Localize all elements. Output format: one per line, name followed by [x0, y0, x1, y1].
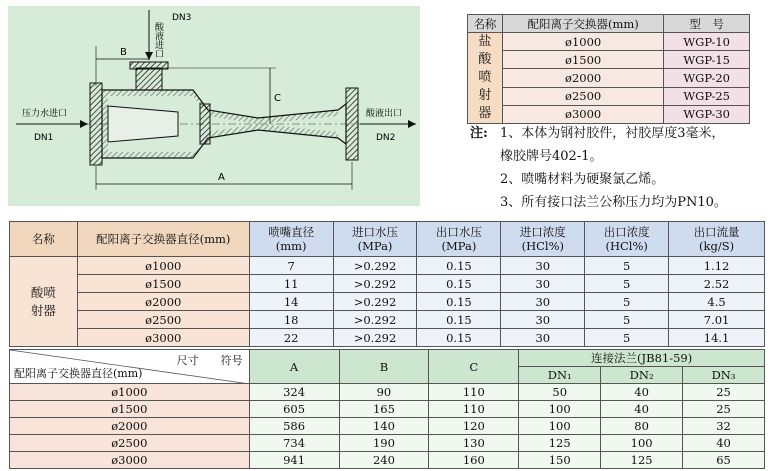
perf-header-inlet-conc: [501, 222, 585, 257]
perf-name-text: 酸喷射器: [30, 284, 56, 318]
perf-header-flow-text: 出口流量(kg/S): [693, 225, 740, 253]
perf-inlet-pressure: >0.292: [333, 311, 417, 329]
perf-inlet-pressure: >0.292: [333, 257, 417, 275]
perf-diameter: ø2500: [77, 311, 249, 329]
dim-dn2: 100: [601, 435, 683, 452]
dim-b: 90: [339, 384, 429, 401]
perf-header-outlet-conc-text: 出口浓度(HCl%): [603, 225, 650, 253]
model-name-text: 盐酸喷射器: [478, 34, 492, 121]
middle-flange: [200, 104, 210, 144]
model-row-exchanger: ø2500: [502, 87, 663, 105]
perf-outlet-conc: 5: [585, 293, 669, 311]
dim-dn3: 32: [683, 418, 765, 435]
dim-dn1: 100: [519, 401, 601, 418]
perf-nozzle: 11: [249, 275, 333, 293]
dim-dn3: 25: [683, 401, 765, 418]
dim-dn3: 65: [683, 452, 765, 469]
note-line: [470, 145, 727, 168]
dim-dn1: 125: [519, 435, 601, 452]
dim-c: 110: [429, 401, 519, 418]
model-row-exchanger: ø1500: [502, 51, 663, 69]
perf-flow: 7.01: [669, 311, 765, 329]
dim-dn1: 150: [519, 452, 601, 469]
dn3-label: DN3: [172, 13, 192, 23]
dim-b: 190: [339, 435, 429, 452]
model-row-model: WGP-30: [664, 105, 750, 123]
dim-a: 941: [249, 452, 339, 469]
dim-dn1: 100: [519, 418, 601, 435]
dim-c: 130: [429, 435, 519, 452]
dim-b: 140: [339, 418, 429, 435]
inlet-flange: [90, 83, 102, 165]
dim-diameter: ø1500: [10, 401, 250, 418]
model-row-model: WGP-20: [664, 69, 750, 87]
dim-header-dn2: DN₂: [601, 367, 683, 384]
dim-b: 240: [339, 452, 429, 469]
perf-nozzle: 7: [249, 257, 333, 275]
perf-nozzle: 14: [249, 293, 333, 311]
dim-c-label: C: [274, 93, 281, 104]
perf-outlet-pressure: 0.15: [417, 275, 501, 293]
perf-header-name: 名称: [10, 222, 78, 257]
ejector-drawing: [8, 6, 420, 206]
dim-diameter: ø1000: [10, 384, 250, 401]
perf-header-outlet-conc: [585, 222, 669, 257]
dim-header-b: B: [339, 350, 429, 384]
dim-dn2: 40: [601, 401, 683, 418]
dim-diameter: ø2000: [10, 418, 250, 435]
dim-dn2: 80: [601, 418, 683, 435]
dim-a-label: A: [218, 172, 225, 183]
perf-flow: 2.52: [669, 275, 765, 293]
dim-corner-top: 尺寸 符号: [176, 354, 243, 367]
perf-inlet-pressure: >0.292: [333, 275, 417, 293]
dim-dn3: 25: [683, 384, 765, 401]
nozzle: [108, 106, 178, 142]
water-inlet-label: 压力水进口: [22, 109, 68, 119]
dim-dn1: 50: [519, 384, 601, 401]
dim-a: 324: [249, 384, 339, 401]
perf-name: [10, 257, 78, 347]
note-text: 1、本体为钢衬胶件，衬胶厚度3毫米，: [500, 126, 725, 141]
model-row-exchanger: ø3000: [502, 105, 663, 123]
dim-diameter: ø3000: [10, 452, 250, 469]
model-row-model: WGP-25: [664, 87, 750, 105]
perf-outlet-conc: 5: [585, 257, 669, 275]
perf-outlet-conc: 5: [585, 275, 669, 293]
dim-dn2: 40: [601, 384, 683, 401]
perf-nozzle: 18: [249, 311, 333, 329]
dn1-label: DN1: [34, 133, 54, 143]
dim-diameter: ø2500: [10, 435, 250, 452]
perf-inlet-conc: 30: [501, 275, 585, 293]
model-header-model: 型 号: [664, 15, 750, 33]
dim-corner-header: [10, 350, 250, 384]
perf-flow: 1.12: [669, 257, 765, 275]
perf-nozzle: 22: [249, 329, 333, 347]
perf-header-inlet-pressure-text: 进口水压(MPa): [352, 225, 399, 253]
perf-diameter: ø3000: [77, 329, 249, 347]
perf-header-inlet-pressure: [333, 222, 417, 257]
dim-c: 110: [429, 384, 519, 401]
dim-header-flange: 连接法兰(JB81-59): [519, 350, 765, 367]
perf-outlet-conc: 5: [585, 329, 669, 347]
note-text: 3、所有接口法兰公称压力均为PN10。: [500, 195, 727, 210]
perf-diameter: ø1000: [77, 257, 249, 275]
performance-table: [9, 221, 765, 347]
dim-b: 165: [339, 401, 429, 418]
perf-inlet-conc: 30: [501, 293, 585, 311]
acid-inlet-label: 酸液进口: [153, 22, 163, 58]
dn2-label: DN2: [376, 133, 396, 143]
perf-outlet-conc: 5: [585, 311, 669, 329]
perf-inlet-pressure: >0.292: [333, 329, 417, 347]
perf-inlet-pressure: >0.292: [333, 293, 417, 311]
dim-header-c: C: [429, 350, 519, 384]
dim-header-dn1: DN₁: [519, 367, 601, 384]
dim-c: 160: [429, 452, 519, 469]
dim-dn2: 125: [601, 452, 683, 469]
dim-corner-bottom: 配阳离子交换器直径(mm): [14, 367, 143, 380]
model-header-name: 名称: [468, 15, 503, 33]
model-header-exchanger: 配阳离子交换器(mm): [502, 15, 663, 33]
perf-diameter: ø1500: [77, 275, 249, 293]
dimension-table: [9, 349, 765, 469]
acid-outlet-arrowhead: [408, 120, 416, 128]
dim-header-a: A: [249, 350, 339, 384]
model-table: [467, 14, 750, 124]
dim-c: 120: [429, 418, 519, 435]
model-row-model: WGP-10: [664, 33, 750, 51]
perf-header-outlet-pressure-text: 出口水压(MPa): [435, 225, 482, 253]
dim-a: 605: [249, 401, 339, 418]
perf-header-inlet-conc-text: 进口浓度(HCl%): [519, 225, 566, 253]
notes-label: 注:: [470, 126, 488, 141]
dim-a: 586: [249, 418, 339, 435]
note-text: 橡胶牌号402-1。: [500, 149, 603, 164]
ejector-diagram: [8, 6, 420, 206]
model-name: [468, 33, 503, 124]
acid-outlet-label: 酸液出口: [366, 109, 403, 119]
note-text: 2、喷嘴材料为硬聚氯乙烯。: [500, 172, 665, 187]
perf-inlet-conc: 30: [501, 329, 585, 347]
note-line: [470, 122, 727, 145]
dim-header-dn3: DN₃: [683, 367, 765, 384]
perf-outlet-pressure: 0.15: [417, 257, 501, 275]
perf-flow: 4.5: [669, 293, 765, 311]
perf-inlet-conc: 30: [501, 257, 585, 275]
perf-header-diameter: 配阳离子交换器直径(mm): [77, 222, 249, 257]
perf-header-flow: [669, 222, 765, 257]
perf-header-outlet-pressure: [417, 222, 501, 257]
dim-a: 734: [249, 435, 339, 452]
perf-outlet-pressure: 0.15: [417, 311, 501, 329]
perf-flow: 14.1: [669, 329, 765, 347]
notes: [470, 122, 727, 214]
perf-inlet-conc: 30: [501, 311, 585, 329]
outlet-flange: [346, 88, 358, 160]
perf-header-nozzle: [249, 222, 333, 257]
note-line: [470, 168, 727, 191]
perf-outlet-pressure: 0.15: [417, 329, 501, 347]
model-row-exchanger: ø1000: [502, 33, 663, 51]
dim-dn3: 40: [683, 435, 765, 452]
dim-b-label: B: [120, 47, 127, 58]
water-inlet-arrowhead: [80, 120, 88, 128]
model-row-exchanger: ø2000: [502, 69, 663, 87]
model-row-model: WGP-15: [664, 51, 750, 69]
perf-diameter: ø2000: [77, 293, 249, 311]
perf-header-nozzle-text: 喷嘴直径(mm): [268, 225, 315, 253]
acid-inlet-pipe: [136, 68, 162, 90]
note-line: [470, 191, 727, 214]
perf-outlet-pressure: 0.15: [417, 293, 501, 311]
